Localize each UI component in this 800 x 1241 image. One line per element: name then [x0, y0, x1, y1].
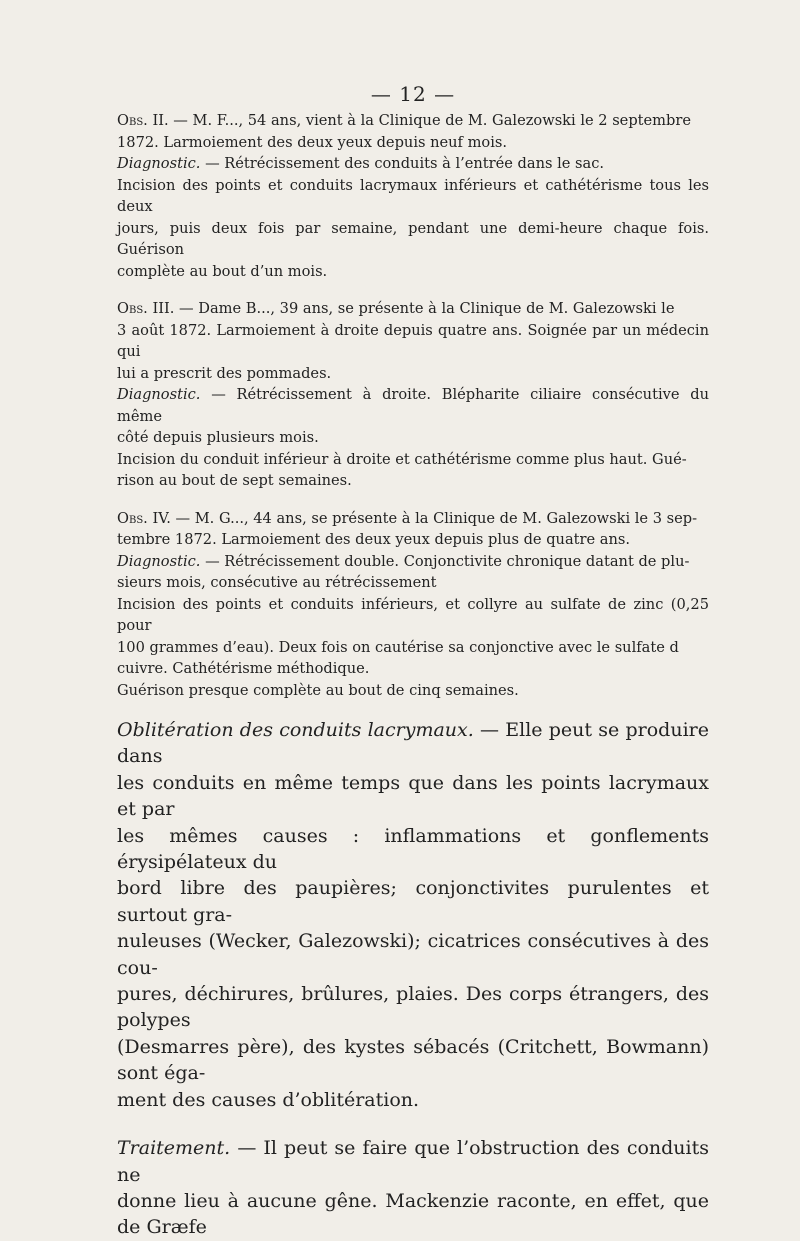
traitement-section [117, 1135, 709, 1241]
treatment-line: Incision du conduit inférieur à droite et cathétérisme comme plus haut. Gué- [117, 450, 687, 468]
diagnostic-label: Diagnostic. [117, 155, 201, 172]
result-line: Guérison presque complète au bout de cinq semaines. [117, 681, 519, 699]
section-line: — Il peut se faire que l’obstruction des conduits ne [117, 1137, 709, 1186]
section-line: bord libre des paupières; conjonctivites purulentes et surtout gra- [117, 877, 709, 926]
diagnostic-text: — Rétrécissement à droite. Blépharite ciliaire consécutive du même [117, 386, 709, 425]
section-heading: Oblitération des conduits lacrymaux. [117, 719, 474, 741]
section-line: les conduits en même temps que dans les points lacrymaux et par [117, 771, 709, 821]
section-line: donne lieu à aucune gêne. Mackenzie raconte, en effet, que de Græfe [117, 1189, 709, 1239]
obs-label: Obs. III. [117, 300, 175, 317]
section-line: (Desmarres père), des kystes sébacés (Critchett, Bowmann) sont éga- [117, 1035, 709, 1085]
section-line: pures, déchirures, brûlures, plaies. Des corps étrangers, des polypes [117, 983, 709, 1032]
treatment-line: 100 grammes d’eau). Deux fois on cautérise sa conjonctive avec le sulfate d [117, 638, 679, 656]
diagnostic-text: côté depuis plusieurs mois. [117, 429, 319, 446]
section-line: nuleuses (Wecker, Galezowski); cicatrices consécutives à des cou- [117, 930, 709, 979]
obs-label: Obs. IV. [117, 509, 171, 527]
page-number: — 12 — [370, 82, 456, 106]
section-heading: Traitement. [117, 1137, 231, 1160]
observation-3 [117, 298, 709, 492]
section-line: les mêmes causes : inflammations et gonflements érysipélateux du [117, 824, 709, 874]
obs-line: — Dame B..., 39 ans, se présente à la Clinique de M. Galezowski le [179, 300, 675, 317]
obs-line: — M. G..., 44 ans, se présente à la Clinique de M. Galezowski le 3 sep- [175, 509, 698, 527]
treatment-line: Incision des points et conduits inférieurs, et collyre au sulfate de zinc (0,25 pour [117, 595, 709, 634]
obs-line: — M. F..., 54 ans, vient à la Clinique de M. Galezowski le 2 septembre [173, 112, 691, 129]
treatment-line: Incision des points et conduits lacrymaux inférieurs et cathétérisme tous les deux [117, 176, 709, 215]
obs-line: 1872. Larmoiement des deux yeux depuis neuf mois. [117, 133, 508, 151]
treatment-line: jours, puis deux fois par semaine, pendant une demi-heure chaque fois. Guérison [117, 219, 709, 258]
obs-line: tembre 1872. Larmoiement des deux yeux depuis plus de quatre ans. [117, 531, 630, 548]
observation-4 [117, 508, 709, 702]
treatment-line: cuivre. Cathétérisme méthodique. [117, 660, 370, 677]
diagnostic-text: — Rétrécissement des conduits à l’entrée dans le sac. [205, 155, 605, 172]
treatment-line: rison au bout de sept semaines. [117, 472, 352, 489]
page-body [117, 82, 709, 1241]
obliteration-section [117, 717, 709, 1113]
section-line: ment des causes d’oblitération. [117, 1088, 420, 1111]
observation-2 [117, 110, 709, 282]
diagnostic-label: Diagnostic. [117, 386, 201, 403]
obs-line: 3 août 1872. Larmoiement à droite depuis quatre ans. Soignée par un médecin qui [117, 321, 709, 360]
diagnostic-text: sieurs mois, consécutive au rétrécissement [117, 574, 437, 591]
obs-label: Obs. II. [117, 112, 169, 129]
diagnostic-text: — Rétrécissement double. Conjonctivite chronique datant de plu- [205, 552, 690, 570]
obs-line: lui a prescrit des pommades. [117, 364, 332, 382]
section-line: — Elle peut se produire dans [117, 719, 709, 768]
treatment-line: complète au bout d’un mois. [117, 262, 328, 280]
diagnostic-label: Diagnostic. [117, 552, 201, 570]
